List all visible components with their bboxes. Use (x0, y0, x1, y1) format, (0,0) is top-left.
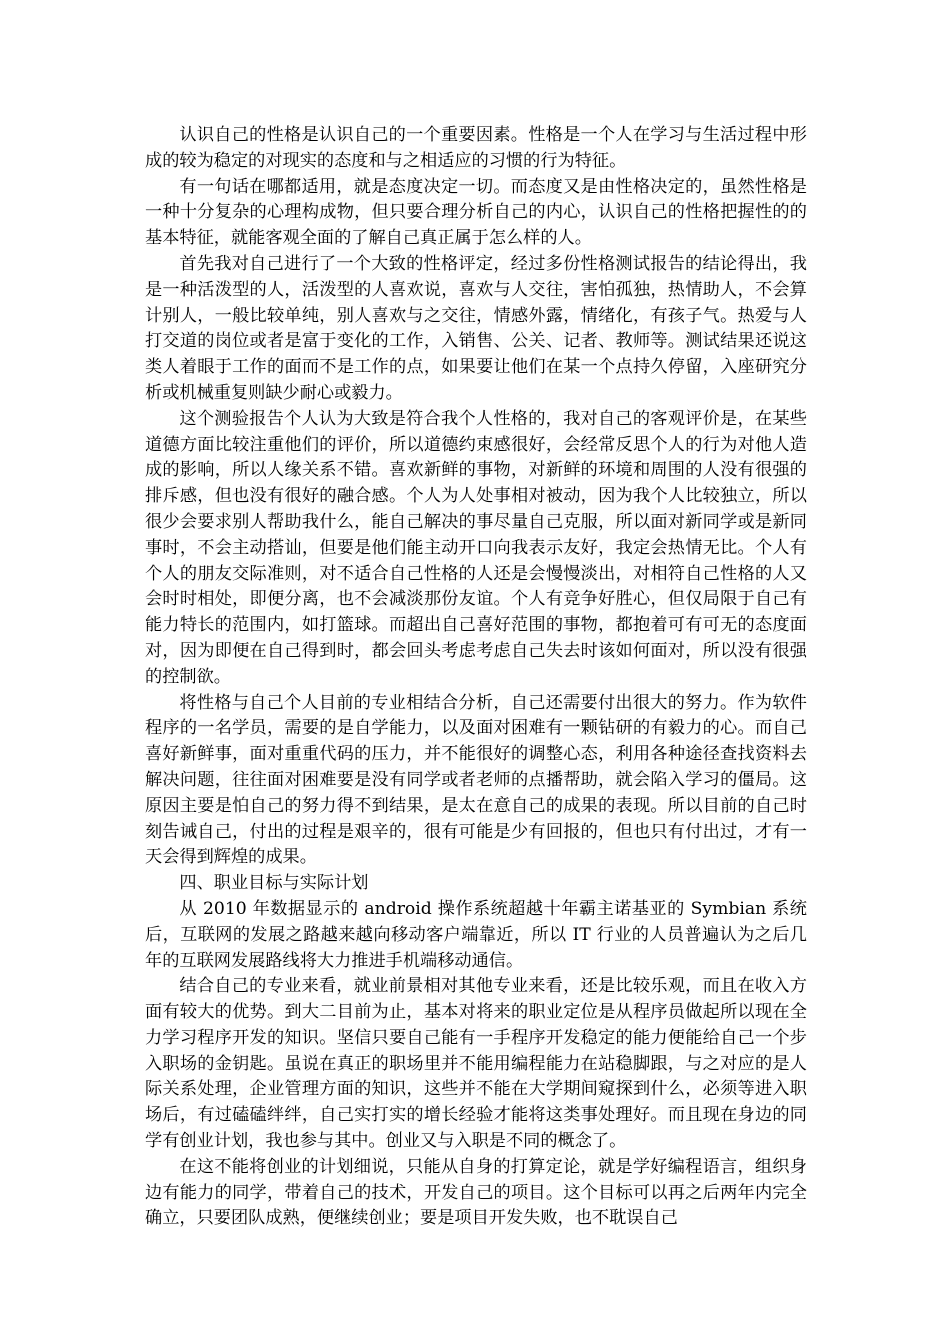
paragraph-attitude: 有一句话在哪都适用，就是态度决定一切。而态度又是由性格决定的，虽然性格是一种十分复杂的心理构成物，但只要合理分析自己的内心，认识自己的性格把握性的的基本特征，就能客观全面的了解自己真正属于怎么样的人。 (145, 176, 807, 249)
paragraph-career-plan: 结合自己的专业来看，就业前景相对其他专业来看，还是比较乐观，而且在收入方面有较大的优势。到大二目前为止，基本对将来的职业定位是从程序员做起所以现在全力学习程序开发的知识。坚信只要自己能有一手程序开发稳定的能力便能给自己一个步入职场的金钥匙。虽说在真正的职场里并不能用编程能力在站稳脚跟，与之对应的是人际关系处理，企业管理方面的知识，这些并不能在大学期间窥探到什么，必须等进入职场后，有过磕磕绊绊，自己实打实的增长经验才能将这类事处理好。而且现在身边的同学有创业计划，我也参与其中。创业又与入职是不同的概念了。 (145, 976, 807, 1152)
document-page (145, 123, 807, 1232)
paragraph-startup-plan: 在这不能将创业的计划细说，只能从自身的打算定论，就是学好编程语言，组织身边有能力的同学，带着自己的技术，开发自己的项目。这个目标可以再之后两年内完全确立，只要团队成熟，便继续创业；要是项目开发失败，也不耽误自己 (145, 1156, 807, 1229)
paragraph-industry-trend: 从 2010 年数据显示的 android 操作系统超越十年霸主诺基亚的 Symbian 系统后，互联网的发展之路越来越向移动客户端靠近，所以 IT 行业的人员普遍认为之后几年的互联网发展路线将大力推进手机端移动通信。 (145, 898, 807, 971)
paragraph-personality-test: 首先我对自己进行了一个大致的性格评定，经过多份性格测试报告的结论得出，我是一种活泼型的人，活泼型的人喜欢说，喜欢与人交往，害怕孤独，热情助人，不会算计别人，一般比较单纯，别人喜欢与之交往，情感外露，情绪化，有孩子气。热爱与人打交道的岗位或者是富于变化的工作，入销售、公关、记者、教师等。测试结果还说这类人着眼于工作的面而不是工作的点，如果要让他们在某一个点持久停留，入座研究分析或机械重复则缺少耐心或毅力。 (145, 253, 807, 403)
paragraph-self-evaluation: 这个测验报告个人认为大致是符合我个人性格的，我对自己的客观评价是，在某些道德方面比较注重他们的评价，所以道德约束感很好，会经常反思个人的行为对他人造成的影响，所以人缘关系不错。喜欢新鲜的事物，对新鲜的环境和周围的人没有很强的排斥感，但也没有很好的融合感。个人为人处事相对被动，因为我个人比较独立，所以很少会要求别人帮助我什么，能自己解决的事尽量自己克服，所以面对新同学或是新同事时，不会主动搭讪，但要是他们能主动开口向我表示友好，我定会热情无比。个人有个人的朋友交际准则，对不适合自己性格的人还是会慢慢淡出，对相符自己性格的人又会时时相处，即便分离，也不会减淡那份友谊。个人有竞争好胜心，但仅局限于自己有能力特长的范围内，如打篮球。而超出自己喜好范围的事物，都抱着可有可无的态度面对，因为即便在自己得到时，都会回头考虑考虑自己失去时该如何面对，所以没有很强的控制欲。 (145, 408, 807, 687)
paragraph-major-analysis: 将性格与自己个人目前的专业相结合分析，自己还需要付出很大的努力。作为软件程序的一名学员，需要的是自学能力，以及面对困难有一颗钻研的有毅力的心。而自己喜好新鲜事，面对重重代码的压力，并不能很好的调整心态，利用各种途径查找资料去解决问题，往往面对困难要是没有同学或者老师的点播帮助，就会陷入学习的僵局。这原因主要是怕自己的努力得不到结果，是太在意自己的成果的表现。所以目前的自己时刻告诫自己，付出的过程是艰辛的，很有可能是少有回报的，但也只有付出过，才有一天会得到辉煌的成果。 (145, 692, 807, 868)
paragraph-personality-intro: 认识自己的性格是认识自己的一个重要因素。性格是一个人在学习与生活过程中形成的较为稳定的对现实的态度和与之相适应的习惯的行为特征。 (145, 125, 807, 171)
section-heading-career-goals: 四、职业目标与实际计划 (179, 873, 369, 894)
